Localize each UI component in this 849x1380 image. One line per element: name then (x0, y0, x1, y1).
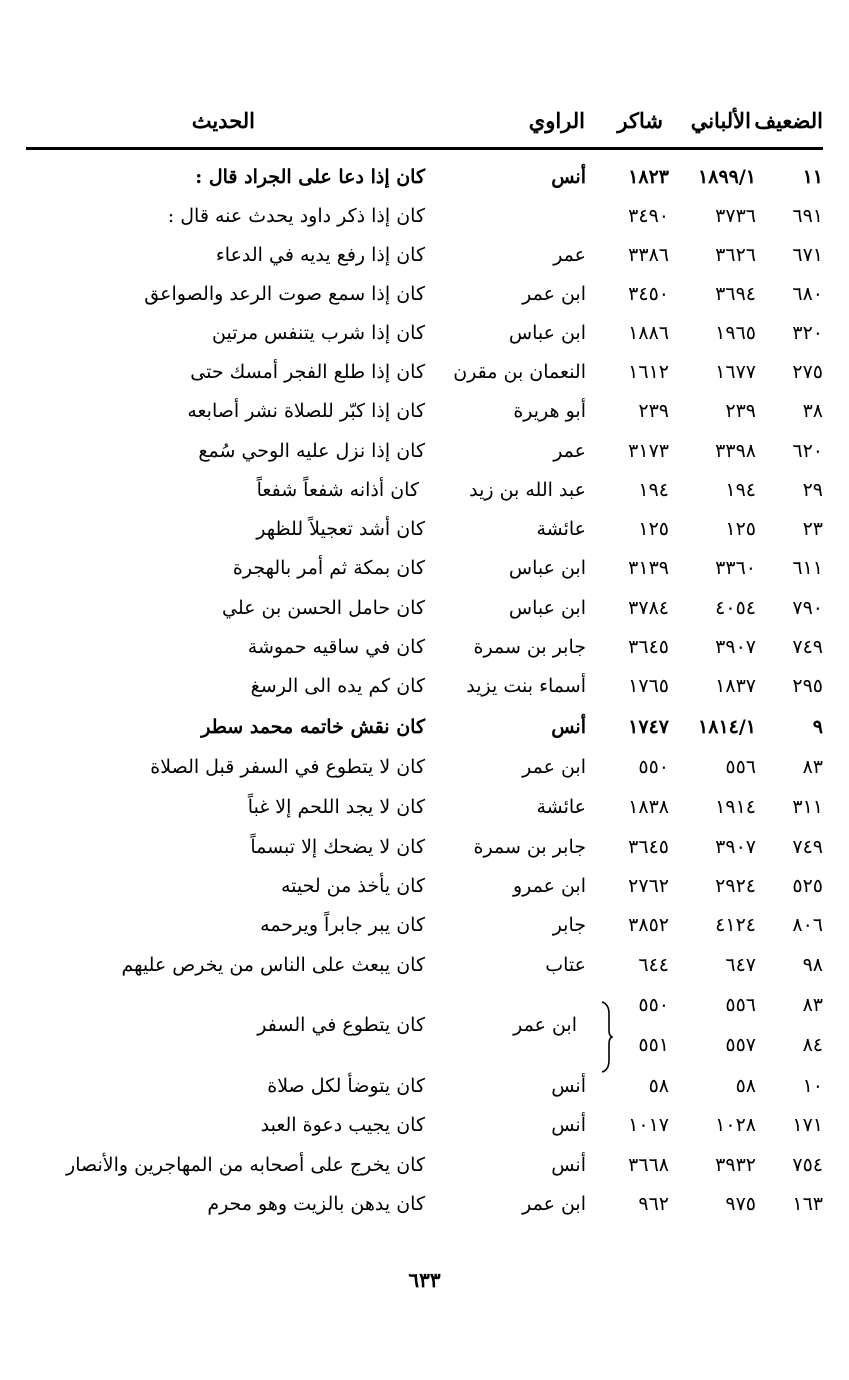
daeef-cell: ٨٣ (802, 994, 823, 1016)
table-row (0, 361, 849, 399)
hadith-cell: كان يدهن بالزيت وهو محرم (207, 1193, 425, 1215)
shakir-cell: ١٢٥ (638, 518, 669, 540)
albani-cell: ١٦٧٧ (715, 361, 756, 383)
hadith-cell: كان يأخذ من لحيته (280, 875, 425, 897)
hadith-cell: كان حامل الحسن بن علي (221, 597, 425, 619)
hadith-cell: كان يخرج على أصحابه من المهاجرين والأنصار (66, 1154, 425, 1176)
rawi-cell: جابر بن سمرة (473, 636, 586, 658)
daeef-cell: ٢٩ (802, 479, 823, 501)
rawi-cell: عائشة (536, 518, 586, 540)
daeef-cell: ٧٩٠ (792, 597, 823, 619)
albani-cell: ٣٧٣٦ (715, 205, 756, 227)
shakir-cell: ٣٧٨٤ (628, 597, 669, 619)
rawi-cell: عمر (553, 244, 586, 266)
albani-cell: ١٩١٤ (715, 796, 756, 818)
header-rawi: الراوي (528, 108, 585, 133)
hadith-cell: كان يتطوع في السفر (257, 1014, 425, 1036)
daeef-cell: ٨٤ (802, 1034, 823, 1056)
rawi-cell: أنس (551, 1114, 586, 1136)
albani-cell: ١٢٥ (725, 518, 756, 540)
shakir-cell: ١٧٤٧ (628, 716, 669, 738)
daeef-cell: ٣٨ (802, 400, 823, 422)
daeef-cell: ٧٥٤ (792, 1154, 823, 1176)
rawi-cell: أنس (551, 1154, 586, 1176)
header-albani: الألباني (690, 108, 751, 133)
rawi-cell: أبو هريرة (513, 400, 586, 422)
table-row (0, 597, 849, 635)
albani-cell: ١٩٤ (725, 479, 756, 501)
shakir-cell: ١٦١٢ (628, 361, 669, 383)
albani-cell: ٦٤٧ (725, 954, 756, 976)
table-row (0, 756, 849, 794)
albani-cell: ٥٥٦ (725, 756, 756, 778)
table-row (0, 400, 849, 438)
hadith-cell: كان نقش خاتمه محمد سطر (201, 716, 425, 738)
shakir-cell: ٣٦٤٥ (628, 636, 669, 658)
hadith-cell: كان كم يده الى الرسغ (250, 675, 425, 697)
table-row (0, 1114, 849, 1152)
daeef-cell: ٦٨٠ (792, 283, 823, 305)
albani-cell: ١٨١٤/١ (698, 716, 756, 738)
hadith-cell: كان يبعث على الناس من يخرص عليهم (121, 954, 425, 976)
daeef-cell: ٩٨ (802, 954, 823, 976)
albani-cell: ١٨٣٧ (715, 675, 756, 697)
table-row (0, 836, 849, 874)
header-shakir: شاكر (617, 108, 663, 133)
table-row (0, 1193, 849, 1231)
hadith-cell: كان إذا سمع صوت الرعد والصواعق (144, 283, 425, 305)
table-row (0, 636, 849, 674)
table-row (0, 322, 849, 360)
shakir-cell: ٥٥١ (638, 1034, 669, 1056)
albani-cell: ٣٩٠٧ (715, 636, 756, 658)
hadith-cell: كان إذا دعا على الجراد قال : (195, 166, 425, 188)
rawi-cell: عائشة (536, 796, 586, 818)
albani-cell: ٣٩٠٧ (715, 836, 756, 858)
shakir-cell: ٣١٧٣ (628, 440, 669, 462)
daeef-cell: ٢٣ (802, 518, 823, 540)
shakir-cell: ١٠١٧ (628, 1114, 669, 1136)
shakir-cell: ٦٤٤ (638, 954, 669, 976)
rawi-cell: عبد الله بن زيد (469, 479, 586, 501)
albani-cell: ٣٩٣٢ (715, 1154, 756, 1176)
rawi-cell: أنس (551, 166, 586, 188)
albani-cell: ٣٣٦٠ (715, 557, 756, 579)
shakir-cell: ١٨٢٣ (628, 166, 669, 188)
hadith-cell: كان إذا شرب يتنفس مرتين (212, 322, 425, 344)
shakir-cell: ٣٤٩٠ (628, 205, 669, 227)
header-hadith: الحديث (191, 108, 255, 133)
table-row (0, 954, 849, 992)
shakir-cell: ١٧٦٥ (628, 675, 669, 697)
table-row (0, 675, 849, 713)
daeef-cell: ٦٩١ (792, 205, 823, 227)
rawi-cell: عتاب (545, 954, 586, 976)
albani-cell: ٥٥٦ (725, 994, 756, 1016)
daeef-cell: ١٦٣ (792, 1193, 823, 1215)
rawi-cell: ابن عمر (522, 1193, 586, 1215)
shakir-cell: ٣٣٨٦ (628, 244, 669, 266)
shakir-cell: ٢٣٩ (638, 400, 669, 422)
daeef-cell: ٥٢٥ (792, 875, 823, 897)
table-row (0, 166, 849, 204)
shakir-cell: ٢٧٦٢ (628, 875, 669, 897)
albani-cell: ٤٠٥٤ (715, 597, 756, 619)
hadith-cell: كان إذا رفع يديه في الدعاء (215, 244, 425, 266)
hadith-cell: كان إذا كبّر للصلاة نشر أصابعه (187, 400, 425, 422)
albani-cell: ٥٨ (735, 1075, 756, 1097)
albani-cell: ١٩٦٥ (715, 322, 756, 344)
shakir-cell: ٣٦٦٨ (628, 1154, 669, 1176)
shakir-cell: ١٨٣٨ (628, 796, 669, 818)
shakir-cell: ١٩٤ (638, 479, 669, 501)
shakir-cell: ٣١٣٩ (628, 557, 669, 579)
hadith-cell: كان إذا نزل عليه الوحي سُمع (198, 440, 425, 462)
hadith-cell: كان بمكة ثم أمر بالهجرة (232, 557, 425, 579)
hadith-cell: كان يتوضأ لكل صلاة (267, 1075, 425, 1097)
rawi-cell: أسماء بنت يزيد (466, 675, 586, 697)
daeef-cell: ١١ (802, 166, 823, 188)
rawi-cell: ابن عمر (513, 1014, 577, 1036)
albani-cell: ٢٩٢٤ (715, 875, 756, 897)
daeef-cell: ٦٧١ (792, 244, 823, 266)
table-row (0, 479, 849, 517)
hadith-cell: كان أذانه شفعاً شفعاً (256, 479, 419, 501)
shakir-cell: ٣٨٥٢ (628, 914, 669, 936)
shakir-cell: ٥٨ (648, 1075, 669, 1097)
shakir-cell: ٩٦٢ (638, 1193, 669, 1215)
daeef-cell: ٨٠٦ (792, 914, 823, 936)
daeef-cell: ٣١١ (792, 796, 823, 818)
hadith-cell: كان لا يضحك إلا تبسماً (250, 836, 425, 858)
daeef-cell: ٦٢٠ (792, 440, 823, 462)
shakir-cell: ٥٥٠ (638, 756, 669, 778)
rawi-cell: ابن عباس (508, 322, 586, 344)
table-row (0, 557, 849, 595)
albani-cell: ١٠٢٨ (715, 1114, 756, 1136)
daeef-cell: ٩ (812, 716, 823, 738)
albani-cell: ٤١٢٤ (715, 914, 756, 936)
table-row (0, 205, 849, 243)
daeef-cell: ٢٧٥ (792, 361, 823, 383)
rawi-cell: ابن عمرو (512, 875, 586, 897)
hadith-cell: كان لا يتطوع في السفر قبل الصلاة (150, 756, 425, 778)
albani-cell: ٣٣٩٨ (715, 440, 756, 462)
table-row (0, 440, 849, 478)
albani-cell: ٣٦٩٤ (715, 283, 756, 305)
rawi-cell: ابن عمر (522, 283, 586, 305)
grouping-brace (599, 1000, 613, 1074)
rawi-cell: ابن عباس (508, 597, 586, 619)
hadith-cell: كان في ساقيه حموشة (247, 636, 425, 658)
shakir-cell: ٥٥٠ (638, 994, 669, 1016)
table-row (0, 716, 849, 754)
table-row (0, 875, 849, 913)
daeef-cell: ٧٤٩ (792, 636, 823, 658)
hadith-cell: كان لا يجد اللحم إلا غباً (247, 796, 425, 818)
rawi-cell: ابن عمر (522, 756, 586, 778)
daeef-cell: ٢٩٥ (792, 675, 823, 697)
grouped-row-text (0, 1014, 849, 1052)
table-row (0, 244, 849, 282)
albani-cell: ١٨٩٩/١ (698, 166, 756, 188)
albani-cell: ٩٧٥ (725, 1193, 756, 1215)
table-row (0, 518, 849, 556)
albani-cell: ٥٥٧ (725, 1034, 756, 1056)
table-row (0, 796, 849, 834)
hadith-cell: كان يبر جابراً ويرحمه (260, 914, 425, 936)
daeef-cell: ٧٤٩ (792, 836, 823, 858)
rawi-cell: جابر (552, 914, 586, 936)
shakir-cell: ٣٤٥٠ (628, 283, 669, 305)
rawi-cell: ابن عباس (508, 557, 586, 579)
daeef-cell: ١٧١ (792, 1114, 823, 1136)
daeef-cell: ٦١١ (792, 557, 823, 579)
daeef-cell: ٣٢٠ (792, 322, 823, 344)
hadith-cell: كان يجيب دعوة العبد (260, 1114, 425, 1136)
hadith-cell: كان إذا طلع الفجر أمسك حتى (190, 361, 425, 383)
shakir-cell: ١٨٨٦ (628, 322, 669, 344)
albani-cell: ٢٣٩ (725, 400, 756, 422)
header-daeef: الضعيف (754, 108, 823, 133)
albani-cell: ٣٦٢٦ (715, 244, 756, 266)
rawi-cell: عمر (553, 440, 586, 462)
page-number: ٦٣٣ (408, 1268, 441, 1292)
daeef-cell: ٨٣ (802, 756, 823, 778)
shakir-cell: ٣٦٤٥ (628, 836, 669, 858)
rawi-cell: أنس (551, 1075, 586, 1097)
table-row (0, 914, 849, 952)
hadith-cell: كان أشد تعجيلاً للظهر (256, 518, 425, 540)
table-row (0, 283, 849, 321)
hadith-cell: كان إذا ذكر داود يحدث عنه قال : (167, 205, 425, 227)
table-row (0, 1075, 849, 1113)
daeef-cell: ١٠ (802, 1075, 823, 1097)
rawi-cell: جابر بن سمرة (473, 836, 586, 858)
rawi-cell: أنس (551, 716, 586, 738)
rawi-cell: النعمان بن مقرن (453, 361, 586, 383)
table-row (0, 1154, 849, 1192)
